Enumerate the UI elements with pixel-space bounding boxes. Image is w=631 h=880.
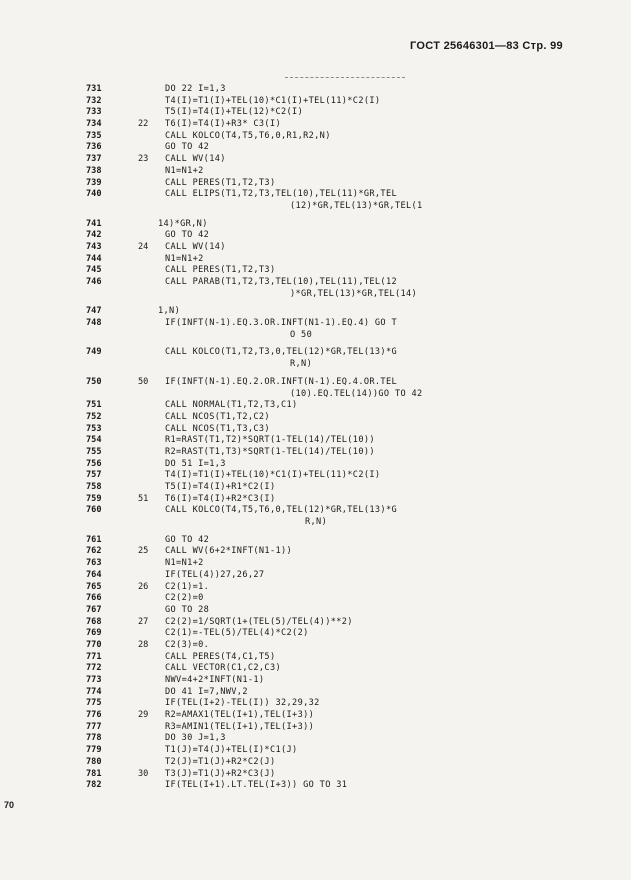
code-line [0, 377, 631, 389]
line-number: 758 [86, 482, 102, 492]
code-line [0, 663, 631, 675]
statement-label: 27 [138, 616, 149, 627]
code-text: C2(1)=1. [165, 581, 210, 592]
line-number: 741 [86, 218, 102, 229]
code-text: O 50 [290, 329, 313, 340]
line-number: 768 [86, 616, 102, 627]
code-text: DO 51 I=1,3 [165, 458, 226, 469]
code-text: CALL KOLCO(T4,T5,T6,0,R1,R2,N) [165, 130, 331, 141]
page-header: ГОСТ 25646301—83 Стр. 99 [410, 40, 563, 52]
code-text: C2(2)=1/SQRT(1+(TEL(5)/TEL(4))**2) [165, 616, 353, 627]
code-text: T4(I)=T1(I)+TEL(10)*C1(I)+TEL(11)*C2(I) [165, 95, 381, 106]
code-text: 1,N) [158, 306, 181, 317]
line-number: 736 [86, 142, 102, 153]
line-number: 765 [86, 581, 102, 592]
line-number: 764 [86, 569, 102, 580]
line-number: 766 [86, 593, 102, 604]
code-line [0, 698, 631, 710]
statement-label: 24 [138, 241, 149, 252]
line-number: 748 [86, 318, 102, 329]
line-number: 743 [86, 241, 102, 252]
statement-label: 25 [138, 546, 149, 557]
line-number: 754 [86, 435, 102, 446]
line-number: 776 [86, 710, 102, 721]
code-text: R2=RAST(T1,T3)*SQRT(1-TEL(14)/TEL(10)) [165, 446, 375, 457]
code-text: N1=N1+2 [165, 558, 204, 569]
code-text: 14)*GR,N) [158, 218, 208, 229]
code-line [0, 84, 631, 96]
code-line [0, 447, 631, 459]
line-number: 762 [86, 546, 102, 557]
code-line [0, 628, 631, 640]
line-number: 761 [86, 534, 102, 545]
code-text: GO TO 42 [165, 230, 210, 241]
code-line [0, 318, 631, 330]
code-line [0, 769, 631, 781]
code-line [0, 582, 631, 594]
code-line [0, 722, 631, 734]
line-number: 750 [86, 376, 102, 387]
code-text: R,N) [305, 517, 328, 528]
code-text: GO TO 28 [165, 604, 210, 615]
code-line [0, 230, 631, 242]
code-text: GO TO 42 [165, 534, 210, 545]
line-number: 780 [86, 756, 102, 767]
code-line [0, 347, 631, 359]
code-line [0, 119, 631, 131]
code-line [0, 277, 631, 289]
code-text: CALL WV(6+2*INFT(N1-1)) [165, 546, 293, 557]
code-line [0, 189, 631, 201]
line-number: 755 [86, 446, 102, 457]
code-line [0, 412, 631, 424]
line-number: 773 [86, 675, 102, 685]
code-line [0, 570, 631, 582]
line-number: 732 [86, 95, 102, 106]
line-number: 774 [86, 686, 102, 697]
code-text: T5(I)=T4(I)+R1*C2(I) [165, 482, 276, 492]
line-number: 772 [86, 663, 102, 674]
code-text: CALL PARAB(T1,T2,T3,TEL(10),TEL(11),TEL(12 [165, 277, 398, 287]
statement-label: 29 [138, 710, 149, 721]
line-number: 757 [86, 470, 102, 481]
line-number: 733 [86, 107, 102, 118]
line-number: 747 [86, 306, 102, 317]
line-number: 738 [86, 165, 102, 176]
code-text: R1=RAST(T1,T2)*SQRT(1-TEL(14)/TEL(10)) [165, 435, 375, 446]
code-text: CALL PERES(T1,T2,T3) [165, 265, 276, 276]
line-number: 746 [86, 277, 102, 287]
code-line [0, 424, 631, 436]
code-line [0, 482, 631, 494]
code-line [0, 605, 631, 617]
code-line [0, 107, 631, 119]
code-text: CALL PERES(T1,T2,T3) [165, 177, 276, 188]
code-text: T3(J)=T1(J)+R2*C3(J) [165, 768, 276, 779]
code-line [0, 330, 631, 342]
code-line [0, 201, 631, 213]
line-number: 753 [86, 423, 102, 434]
line-number: 767 [86, 604, 102, 615]
code-text: IF(TEL(I+2)-TEL(I)) 32,29,32 [165, 698, 320, 709]
code-line [0, 558, 631, 570]
code-text: CALL KOLCO(T1,T2,T3,0,TEL(12)*GR,TEL(13)*G [165, 347, 398, 358]
code-text: C2(1)=-TEL(5)/TEL(4)*C2(2) [165, 628, 309, 639]
code-line [0, 219, 631, 231]
line-number: 781 [86, 768, 102, 779]
code-line [0, 265, 631, 277]
statement-label: 51 [138, 493, 149, 504]
code-text: IF(INFT(N-1).EQ.3.OR.INFT(N1-1).EQ.4) GO T [165, 318, 398, 329]
code-text: CALL NCOS(T1,T2,C2) [165, 411, 270, 422]
code-text: T4(I)=T1(I)+TEL(10)*C1(I)+TEL(11)*C2(I) [165, 470, 381, 481]
code-line [0, 535, 631, 547]
code-text: T6(I)=T4(I)+R3* C3(I) [165, 119, 282, 130]
line-number: 778 [86, 733, 102, 744]
code-text: DO 22 I=1,3 [165, 84, 226, 94]
code-line [0, 178, 631, 190]
code-text: (10).EQ.TEL(14))GO TO 42 [290, 388, 423, 399]
code-text: IF(TEL(4))27,26,27 [165, 569, 265, 580]
code-text: DO 30 J=1,3 [165, 733, 226, 744]
code-text: C2(2)=0 [165, 593, 204, 604]
code-line [0, 593, 631, 605]
line-number: 759 [86, 493, 102, 504]
code-text: (12)*GR,TEL(13)*GR,TEL(1 [290, 200, 423, 211]
code-line [0, 459, 631, 471]
line-number: 734 [86, 119, 102, 130]
code-text: N1=N1+2 [165, 253, 204, 264]
code-line [0, 757, 631, 769]
code-line [0, 687, 631, 699]
code-text: R2=AMAX1(TEL(I+1),TEL(I+3)) [165, 710, 315, 721]
code-line [0, 652, 631, 664]
line-number: 739 [86, 177, 102, 188]
code-line [0, 505, 631, 517]
code-line [0, 131, 631, 143]
statement-label: 30 [138, 768, 149, 779]
code-line [0, 289, 631, 301]
code-line [0, 435, 631, 447]
code-line [0, 254, 631, 266]
code-line [0, 494, 631, 506]
line-number: 782 [86, 780, 102, 791]
handwritten-mark [285, 77, 405, 82]
code-text: IF(INFT(N-1).EQ.2.OR.INFT(N-1).EQ.4.OR.TEL [165, 376, 398, 387]
code-text: T2(J)=T1(J)+R2*C2(J) [165, 756, 276, 767]
code-text: GO TO 42 [165, 142, 210, 153]
line-number: 745 [86, 265, 102, 276]
line-number: 779 [86, 745, 102, 756]
code-line [0, 675, 631, 687]
code-text: CALL KOLCO(T4,T5,T6,0,TEL(12)*GR,TEL(13)*G [165, 505, 398, 516]
statement-label: 50 [138, 376, 149, 387]
code-text: T1(J)=T4(J)+TEL(I)*C1(J) [165, 745, 298, 756]
code-line [0, 733, 631, 745]
code-line [0, 400, 631, 412]
code-text: CALL NORMAL(T1,T2,T3,C1) [165, 400, 298, 411]
code-text: DO 41 I=7,NWV,2 [165, 686, 248, 697]
code-text: N1=N1+2 [165, 165, 204, 176]
line-number: 740 [86, 189, 102, 200]
code-line [0, 389, 631, 401]
code-line [0, 745, 631, 757]
line-number: 775 [86, 698, 102, 709]
statement-label: 28 [138, 639, 149, 650]
code-text: CALL ELIPS(T1,T2,T3,TEL(10),TEL(11)*GR,TEL [165, 189, 398, 200]
line-number: 744 [86, 253, 102, 264]
code-line [0, 710, 631, 722]
code-line [0, 306, 631, 318]
code-line [0, 142, 631, 154]
code-line [0, 617, 631, 629]
code-line [0, 780, 631, 792]
line-number: 763 [86, 558, 102, 569]
line-number: 770 [86, 639, 102, 650]
code-text: IF(TEL(I+1).LT.TEL(I+3)) GO TO 31 [165, 780, 348, 791]
line-number: 756 [86, 458, 102, 469]
line-number: 752 [86, 411, 102, 422]
line-number: 731 [86, 84, 102, 94]
code-text: CALL WV(14) [165, 241, 226, 252]
code-line [0, 154, 631, 166]
line-number: 771 [86, 651, 102, 662]
code-text: NWV=4+2*INFT(N1-1) [165, 675, 265, 685]
line-number: 760 [86, 505, 102, 516]
code-line [0, 470, 631, 482]
statement-label: 23 [138, 154, 149, 165]
line-number: 735 [86, 130, 102, 141]
code-text: )*GR,TEL(13)*GR,TEL(14) [290, 288, 418, 299]
code-listing [0, 84, 631, 792]
code-text: CALL WV(14) [165, 154, 226, 165]
code-text: T5(I)=T4(I)+TEL(12)*C2(I) [165, 107, 304, 118]
line-number: 751 [86, 400, 102, 411]
code-line [0, 640, 631, 652]
line-number: 749 [86, 347, 102, 358]
code-text: R,N) [290, 359, 313, 370]
code-line [0, 359, 631, 371]
statement-label: 26 [138, 581, 149, 592]
line-number: 769 [86, 628, 102, 639]
code-text: T6(I)=T4(I)+R2*C3(I) [165, 493, 276, 504]
line-number: 737 [86, 154, 102, 165]
code-line [0, 96, 631, 108]
page-footer-number: 70 [4, 800, 15, 810]
line-number: 742 [86, 230, 102, 241]
code-text: CALL NCOS(T1,T3,C3) [165, 423, 270, 434]
code-line [0, 517, 631, 529]
code-text: CALL PERES(T4,C1,T5) [165, 651, 276, 662]
code-line [0, 242, 631, 254]
code-text: R3=AMIN1(TEL(I+1),TEL(I+3)) [165, 721, 315, 732]
code-line [0, 546, 631, 558]
line-number: 777 [86, 721, 102, 732]
code-text: CALL VECTOR(C1,C2,C3) [165, 663, 282, 674]
code-text: C2(3)=0. [165, 639, 210, 650]
statement-label: 22 [138, 119, 149, 130]
code-line [0, 166, 631, 178]
